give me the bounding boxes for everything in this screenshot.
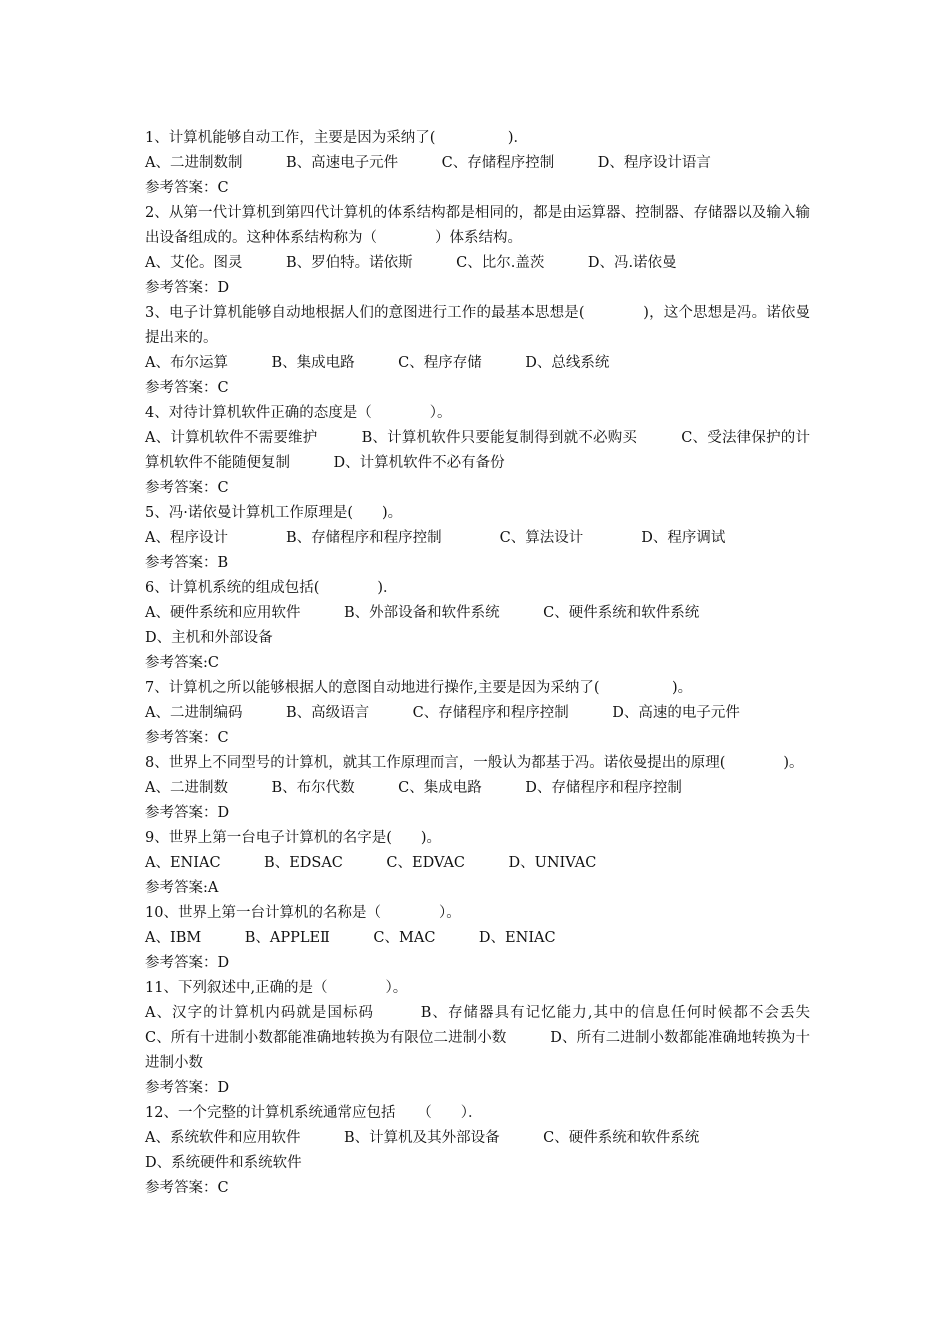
- question-8: [145, 751, 810, 826]
- document-page: [145, 126, 854, 1201]
- question-answer: 参考答案:A: [145, 880, 219, 896]
- question-answer: 参考答案：C: [145, 730, 229, 746]
- question-answer: 参考答案:C: [145, 655, 219, 671]
- question-options: A、汉字的计算机内码就是国标码 B、存储器具有记忆能力,其中的信息任何时候都不会丢失 C、所有十进制小数都能准确地转换为有限位二进制小数 D、所有二进制小数都能准确地转换为十进制小数: [145, 1005, 854, 1071]
- question-options-extra: D、主机和外部设备: [145, 630, 273, 646]
- question-stem: 8、世界上不同型号的计算机，就其工作原理而言，一般认为都基于冯。诺依曼提出的原理( )。: [145, 755, 804, 771]
- question-options: A、艾伦。图灵 B、罗伯特。诺依斯 C、比尔.盖茨 D、冯.诺依曼: [145, 255, 677, 271]
- question-stem: 6、计算机系统的组成包括( )．: [145, 580, 398, 596]
- question-11: [145, 976, 854, 1101]
- question-options: A、二进制数制 B、高速电子元件 C、存储程序控制 D、程序设计语言: [145, 155, 711, 171]
- question-answer: 参考答案：C: [145, 480, 229, 496]
- question-options: A、计算机软件不需要维护 B、计算机软件只要能复制得到就不必购买 C、受法律保护的计算机软件不能随便复制 D、计算机软件不必有备份: [145, 430, 810, 471]
- question-options: A、二进制数 B、布尔代数 C、集成电路 D、存储程序和程序控制: [145, 780, 682, 796]
- question-stem: 11、下列叙述中,正确的是（ ）。: [145, 980, 408, 996]
- question-stem: 1、计算机能够自动工作，主要是因为采纳了( )．: [145, 130, 529, 146]
- question-6: [145, 576, 810, 676]
- question-options: A、系统软件和应用软件 B、计算机及其外部设备 C、硬件系统和软件系统: [145, 1130, 700, 1146]
- question-answer: 参考答案：B: [145, 555, 229, 571]
- question-options: A、布尔运算 B、集成电路 C、程序存储 D、总线系统: [145, 355, 610, 371]
- question-options: A、二进制编码 B、高级语言 C、存储程序和程序控制 D、高速的电子元件: [145, 705, 740, 721]
- question-4: [145, 401, 810, 501]
- question-1: [145, 126, 810, 201]
- question-stem: 7、计算机之所以能够根据人的意图自动地进行操作,主要是因为采纳了( )。: [145, 680, 693, 696]
- question-options: A、IBM B、APPLEⅡ C、MAC D、ENIAC: [145, 930, 556, 946]
- question-2: [145, 201, 810, 301]
- question-stem: 12、一个完整的计算机系统通常应包括 （ ）．: [145, 1105, 483, 1121]
- question-answer: 参考答案：C: [145, 1180, 229, 1196]
- question-options: A、ENIAC B、EDSAC C、EDVAC D、UNIVAC: [145, 855, 597, 871]
- question-options: A、程序设计 B、存储程序和程序控制 C、算法设计 D、程序调试: [145, 530, 726, 546]
- question-7: [145, 676, 810, 751]
- question-stem: 10、世界上第一台计算机的名称是（ ）。: [145, 905, 461, 921]
- question-answer: 参考答案：D: [145, 1080, 230, 1096]
- question-stem: 5、冯·诺依曼计算机工作原理是( )。: [145, 505, 403, 521]
- question-options-extra: D、系统硬件和系统软件: [145, 1155, 302, 1171]
- question-options: A、硬件系统和应用软件 B、外部设备和软件系统 C、硬件系统和软件系统: [145, 605, 700, 621]
- question-3: [145, 301, 810, 401]
- question-answer: 参考答案：C: [145, 180, 229, 196]
- question-stem: 3、电子计算机能够自动地根据人们的意图进行工作的最基本思想是( )，这个思想是冯。诺依曼提出来的。: [145, 305, 810, 346]
- question-answer: 参考答案：D: [145, 955, 230, 971]
- question-answer: 参考答案：D: [145, 280, 230, 296]
- question-stem: 2、从第一代计算机到第四代计算机的体系结构都是相同的，都是由运算器、控制器、存储器以及输入输出设备组成的。这种体系结构称为（ ）体系结构。: [145, 205, 810, 246]
- question-stem: 4、对待计算机软件正确的态度是（ ）。: [145, 405, 452, 421]
- question-answer: 参考答案：C: [145, 380, 229, 396]
- question-5: [145, 501, 810, 576]
- question-9: [145, 826, 810, 901]
- question-stem: 9、世界上第一台电子计算机的名字是( )。: [145, 830, 442, 846]
- question-answer: 参考答案：D: [145, 805, 230, 821]
- question-12: [145, 1101, 810, 1201]
- question-10: [145, 901, 810, 976]
